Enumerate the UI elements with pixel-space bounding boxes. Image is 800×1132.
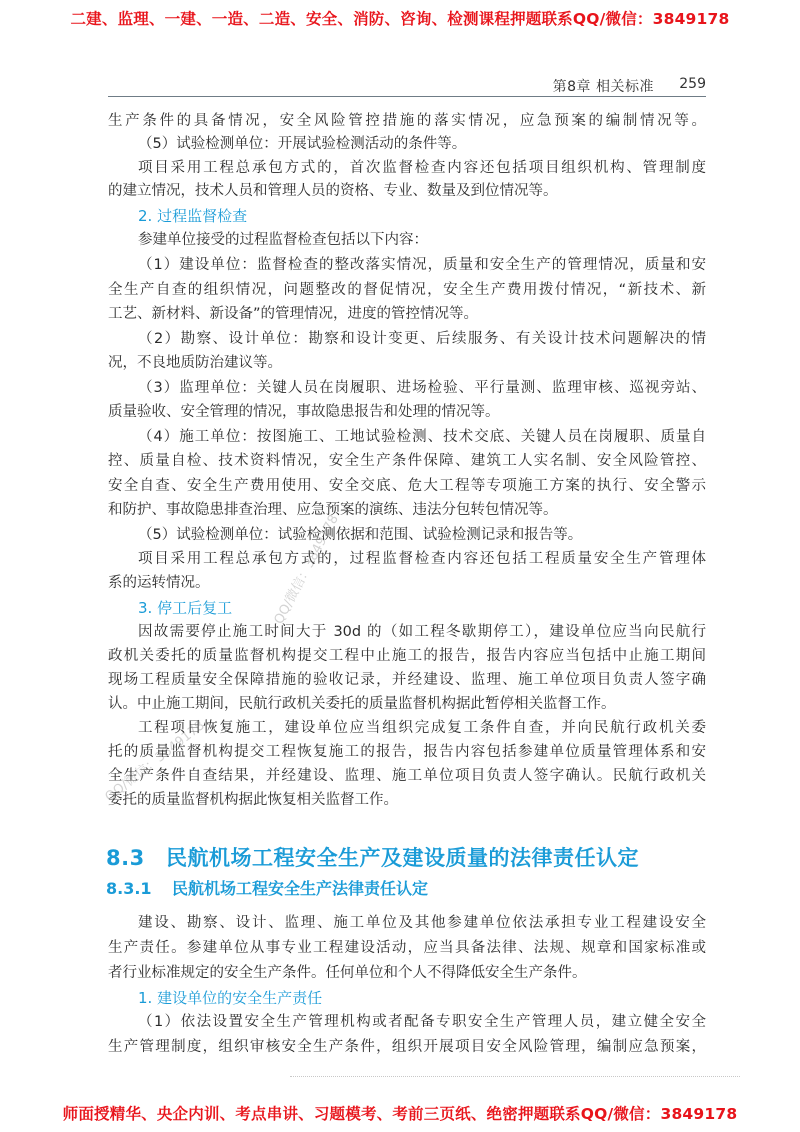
body-line: 认。中止施工期间，民航行政机关委托的质量监督机构据此暂停相关监督工作。 — [108, 696, 616, 712]
heading-resume-work: 3. 停工后复工 — [138, 599, 233, 617]
body-line: （3）监理单位：关键人员在岗履职、进场检验、平行量测、监理审核、巡视旁站、 — [138, 380, 706, 396]
watermark-text: QQ/微信：3849178 — [271, 512, 342, 627]
heading-client-responsibility: 1. 建设单位的安全生产责任 — [138, 989, 323, 1007]
body-line: （4）施工单位：按图施工、工地试验检测、技术交底、关键人员在岗履职、质量自 — [138, 429, 706, 445]
bottom-promo-banner: 师面授精华、央企内训、考点串讲、习题模考、考前三页纸、绝密押题联系QQ/微信：3849178 — [62, 1105, 738, 1123]
body-line: 建设、勘察、设计、监理、施工单位及其他参建单位依法承担专业工程建设安全 — [138, 915, 706, 931]
section-heading — [106, 842, 639, 872]
body-line: 生产条件的具备情况，安全风险管控措施的落实情况，应急预案的编制情况等。 — [108, 113, 706, 129]
body-line: （5）试验检测单位：试验检测依据和范围、试验检测记录和报告等。 — [138, 527, 583, 543]
body-line: 政机关委托的质量监督机构提交工程中止施工的报告，报告内容应当包括中止施工期间 — [108, 648, 706, 664]
watermark-text: QQ/微信：3849178 — [102, 718, 208, 805]
body-line: 项目采用工程总承包方式的，首次监督检查内容还包括项目组织机构、管理制度 — [138, 160, 706, 176]
subsection-title: 民航机场工程安全生产法律责任认定 — [172, 879, 429, 898]
running-head — [108, 74, 706, 97]
body-line: 托的质量监督机构提交工程恢复施工的报告，报告内容包括参建单位质量管理体系和安 — [108, 744, 706, 760]
body-line: 项目采用工程总承包方式的，过程监督检查内容还包括工程质量安全生产管理体 — [138, 551, 706, 567]
body-line: 安全自查、安全生产费用使用、安全交底、危大工程等专项施工方案的执行、安全警示 — [108, 478, 706, 494]
body-line: 和防护、事故隐患排查治理、应急预案的演练、违法分包转包情况等。 — [108, 502, 558, 518]
section-number: 8.3 — [106, 846, 145, 870]
body-line: （2）勘察、设计单位：勘察和设计变更、后续服务、有关设计技术问题解决的情 — [138, 331, 706, 347]
body-line: 工艺、新材料、新设备”的管理情况，进度的管控情况等。 — [108, 306, 479, 322]
body-line: 系的运转情况。 — [108, 575, 210, 591]
body-line: 参建单位接受的过程监督检查包括以下内容： — [138, 232, 428, 248]
body-line: 委托的质量监督机构据此恢复相关监督工作。 — [108, 792, 398, 808]
body-line: 现场工程质量安全保障措施的验收记录，并经建设、监理、施工单位项目负责人签字确 — [108, 672, 706, 688]
body-line: 的建立情况，技术人员和管理人员的资格、专业、数量及到位情况等。 — [108, 183, 558, 199]
subsection-number: 8.3.1 — [106, 879, 152, 898]
body-line: 况，不良地质防治建议等。 — [108, 355, 282, 371]
body-line: 工程项目恢复施工，建设单位应当组织完成复工条件自查，并向民航行政机关委 — [138, 720, 706, 736]
heading-process-inspection: 2. 过程监督检查 — [138, 207, 248, 225]
top-promo-banner: 二建、监理、一建、一造、二造、安全、消防、咨询、检测课程押题联系QQ/微信：3849178 — [70, 10, 730, 28]
chapter-title: 第8章 相关标准 — [552, 79, 654, 95]
page-number: 259 — [679, 76, 706, 92]
body-line: 者行业标准规定的安全生产条件。任何单位和个人不得降低安全生产条件。 — [108, 965, 587, 981]
body-line: 全生产条件自查结果，并经建设、监理、施工单位项目负责人签字确认。民航行政机关 — [108, 768, 706, 784]
body-line: 全生产自查的组织情况，问题整改的督促情况，安全生产费用拨付情况，“新技术、新 — [108, 282, 706, 298]
body-line: （1）建设单位：监督检查的整改落实情况，质量和安全生产的管理情况，质量和安 — [138, 257, 706, 273]
body-line: 质量验收、安全管理的情况，事故隐患报告和处理的情况等。 — [108, 404, 500, 420]
body-line: 控、质量自检、技术资料情况，安全生产条件保障、建筑工人实名制、安全风险管控、 — [108, 453, 706, 469]
body-line: （5）试验检测单位：开展试验检测活动的条件等。 — [138, 136, 467, 152]
body-line: 因故需要停止施工时间大于 30d 的（如工程冬歇期停工），建设单位应当向民航行 — [138, 624, 706, 640]
body-line: （1）依法设置安全生产管理机构或者配备专职安全生产管理人员，建立健全安全 — [138, 1014, 706, 1030]
body-line: 生产管理制度，组织审核安全生产条件，组织开展项目安全风险管理，编制应急预案， — [108, 1039, 706, 1055]
body-line: 生产责任。参建单位从事专业工程建设活动，应当具备法律、法规、规章和国家标准或 — [108, 940, 706, 956]
section-title: 民航机场工程安全生产及建设质量的法律责任认定 — [166, 846, 639, 870]
subsection-heading — [106, 876, 428, 899]
scan-artifact — [290, 1076, 740, 1081]
